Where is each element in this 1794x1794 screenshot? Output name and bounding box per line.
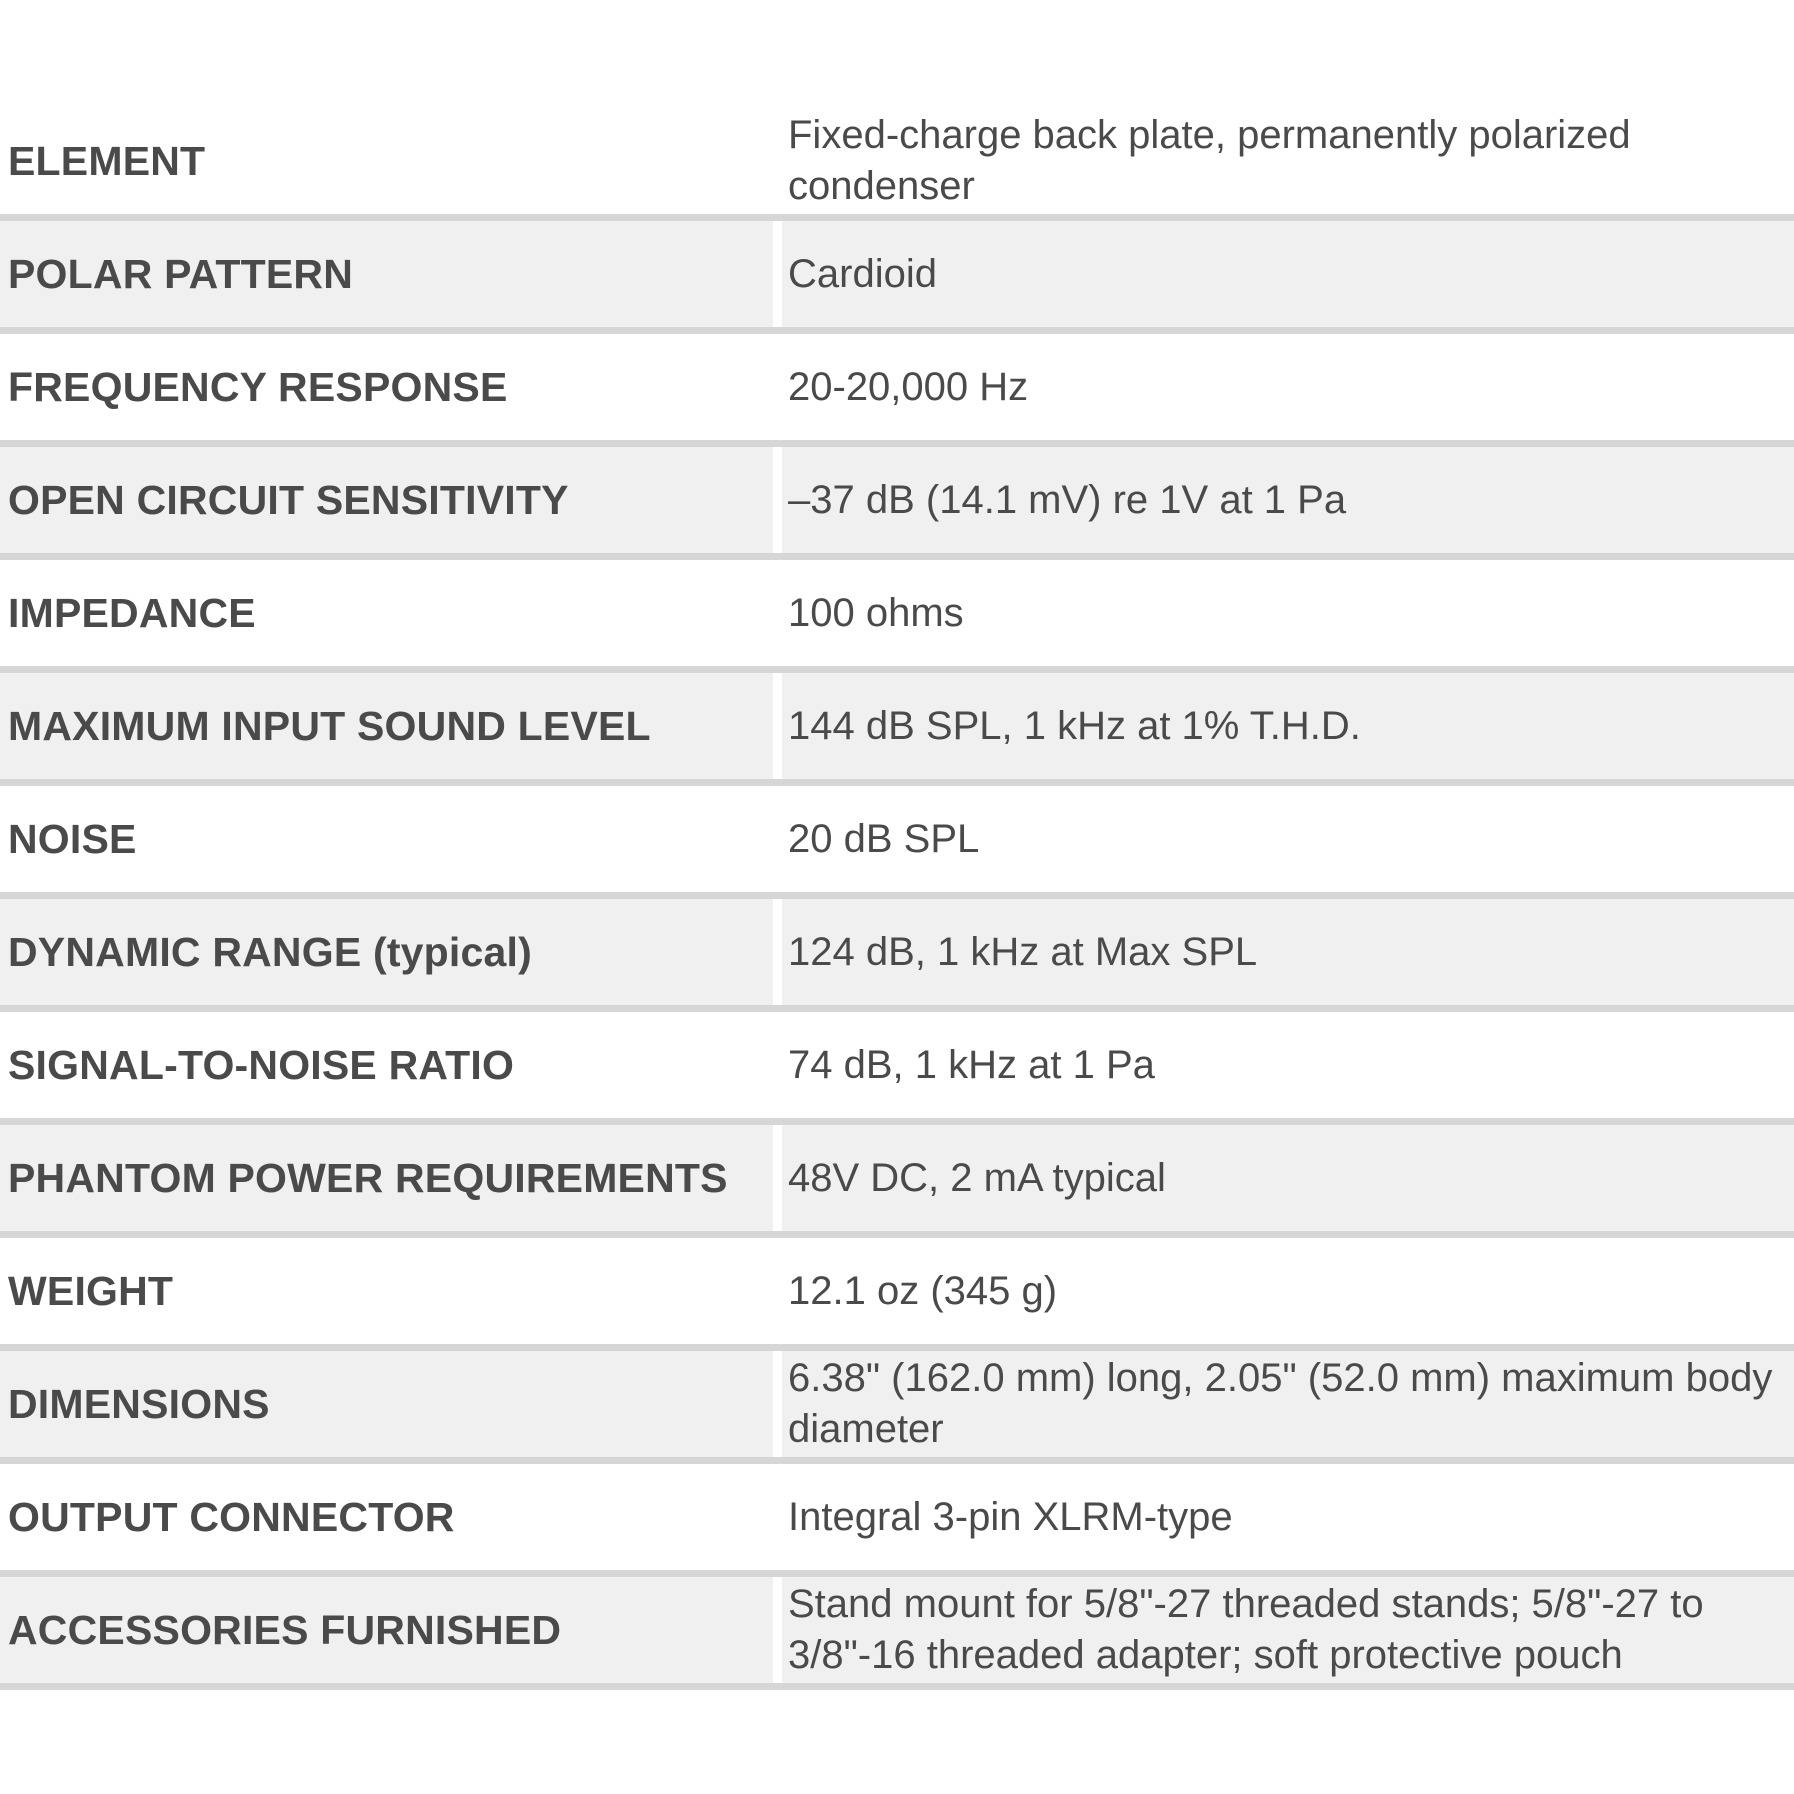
spec-value	[782, 1577, 1794, 1683]
spec-value-text: Fixed-charge back plate, permanently polarized condenser	[788, 113, 1631, 208]
column-gap	[773, 899, 782, 1005]
spec-value-text: 124 dB, 1 kHz at Max SPL	[788, 929, 1258, 974]
column-gap	[773, 560, 782, 666]
spec-label: OPEN CIRCUIT SENSITIVITY	[0, 447, 773, 553]
spec-value-text: 48V DC, 2 mA typical	[788, 1155, 1166, 1200]
spec-row-maximum-input-sound-level	[0, 673, 1794, 786]
column-gap	[773, 447, 782, 553]
spec-value-text: Stand mount for 5/8"-27 threaded stands; 5/8"-27 to 3/8"-16 threaded adapter; soft protective pouch	[788, 1582, 1704, 1677]
spec-value	[782, 560, 1794, 666]
spec-label: NOISE	[0, 786, 773, 892]
spec-value-text: 74 dB, 1 kHz at 1 Pa	[788, 1042, 1155, 1087]
spec-label: DIMENSIONS	[0, 1351, 773, 1457]
column-gap	[773, 221, 782, 327]
column-gap	[773, 334, 782, 440]
spec-value	[782, 899, 1794, 1005]
spec-label: PHANTOM POWER REQUIREMENTS	[0, 1125, 773, 1231]
column-gap	[773, 1012, 782, 1118]
column-gap	[773, 673, 782, 779]
spec-value-text: Cardioid	[788, 251, 937, 296]
spec-value	[782, 1351, 1794, 1457]
spec-value-text: 6.38" (162.0 mm) long, 2.05" (52.0 mm) maximum body diameter	[788, 1356, 1773, 1451]
spec-value-text: 12.1 oz (345 g)	[788, 1268, 1058, 1313]
spec-value	[782, 447, 1794, 553]
spec-value-text: –37 dB (14.1 mV) re 1V at 1 Pa	[788, 477, 1347, 522]
spec-row-polar-pattern	[0, 221, 1794, 334]
spec-value	[782, 1012, 1794, 1118]
spec-value	[782, 786, 1794, 892]
spec-value	[782, 108, 1794, 214]
spec-row-phantom-power-requirements	[0, 1125, 1794, 1238]
spec-row-accessories-furnished	[0, 1577, 1794, 1690]
spec-value-text: 20 dB SPL	[788, 816, 980, 861]
spec-row-weight	[0, 1238, 1794, 1351]
spec-row-frequency-response	[0, 334, 1794, 447]
spec-value	[782, 221, 1794, 327]
spec-value-text: Integral 3-pin XLRM-type	[788, 1494, 1233, 1539]
spec-value	[782, 1238, 1794, 1344]
spec-label: FREQUENCY RESPONSE	[0, 334, 773, 440]
spec-label: OUTPUT CONNECTOR	[0, 1464, 773, 1570]
spec-row-dynamic-range	[0, 899, 1794, 1012]
column-gap	[773, 108, 782, 214]
spec-value	[782, 1464, 1794, 1570]
spec-label: POLAR PATTERN	[0, 221, 773, 327]
column-gap	[773, 1125, 782, 1231]
spec-value	[782, 673, 1794, 779]
column-gap	[773, 1351, 782, 1457]
spec-label: MAXIMUM INPUT SOUND LEVEL	[0, 673, 773, 779]
spec-value-text: 144 dB SPL, 1 kHz at 1% T.H.D.	[788, 703, 1361, 748]
spec-value-text: 100 ohms	[788, 590, 964, 635]
spec-label: ELEMENT	[0, 108, 773, 214]
spec-value	[782, 334, 1794, 440]
spec-row-open-circuit-sensitivity	[0, 447, 1794, 560]
spec-row-element	[0, 108, 1794, 221]
column-gap	[773, 1238, 782, 1344]
spec-value	[782, 1125, 1794, 1231]
spec-row-dimensions	[0, 1351, 1794, 1464]
spec-row-output-connector	[0, 1464, 1794, 1577]
spec-label: DYNAMIC RANGE (typical)	[0, 899, 773, 1005]
spec-row-impedance	[0, 560, 1794, 673]
spec-row-signal-to-noise-ratio	[0, 1012, 1794, 1125]
spec-label: SIGNAL-TO-NOISE RATIO	[0, 1012, 773, 1118]
column-gap	[773, 1464, 782, 1570]
spec-row-noise	[0, 786, 1794, 899]
spec-value-text: 20-20,000 Hz	[788, 364, 1029, 409]
spec-label: ACCESSORIES FURNISHED	[0, 1577, 773, 1683]
spec-label: WEIGHT	[0, 1238, 773, 1344]
column-gap	[773, 1577, 782, 1683]
column-gap	[773, 786, 782, 892]
spec-table	[0, 108, 1794, 1690]
spec-label: IMPEDANCE	[0, 560, 773, 666]
